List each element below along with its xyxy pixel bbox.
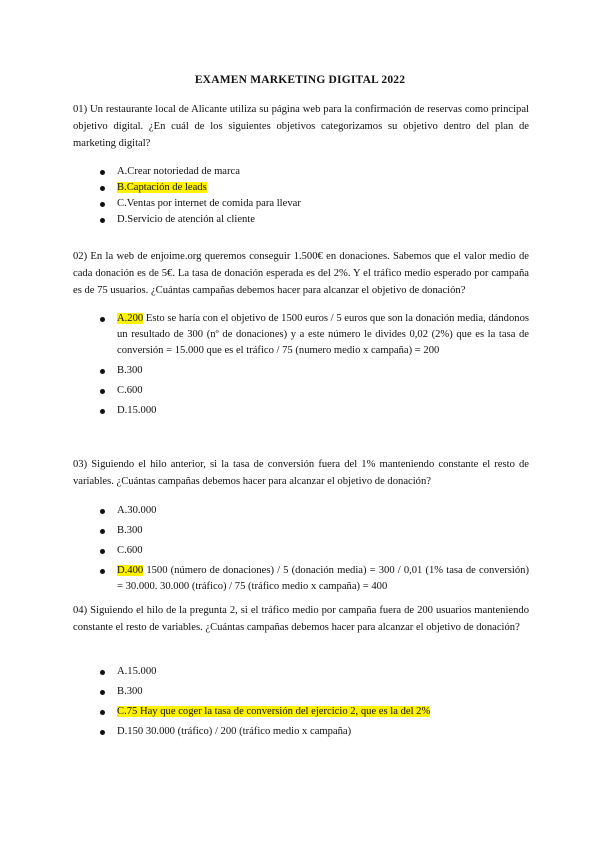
q2-option-c: C.600 [73,383,529,399]
q3-option-a: A.30.000 [73,503,529,519]
bullet-icon [100,317,105,322]
q1-option-a: A.Crear notoriedad de marca [73,164,529,180]
q2-option-d: D.15.000 [73,403,529,419]
q3-answer-label: D.400 [117,565,144,576]
question-4-text: 04) Siguiendo el hilo de la pregunta 2, si el tráfico medio por campaña fuera de 200 usuarios manteniendo constante el resto de variables. ¿Cuántas campañas debemos hacer para alcanzar el objetivo de donación? [73,605,529,633]
q2-option-a-answer [73,311,529,359]
question-1-text: 01) Un restaurante local de Alicante utiliza su página web para la confirmación de reservas como principal objetivo digital. ¿En cuál de los siguientes objetivos categorizamos su objetivo dentro del plan de marketing digital? [73,104,529,149]
bullet-icon [100,730,105,735]
q2-option-b: B.300 [73,363,529,379]
q3-option-b: B.300 [73,523,529,539]
question-3-options [73,503,529,595]
q2-answer-explanation: Esto se haría con el objetivo de 1500 euros / 5 euros que son la donación media, dándonos un resultado de 300 (nº de donaciones) y a este número le divides 0,02 (2%) que es la tasa de conversión = 15.000 que es el tráfico / 75 (numero medio x campaña) = 200 [117,313,529,356]
bullet-icon [100,710,105,715]
bullet-icon [100,170,105,175]
q2-answer-label: A.200 [117,313,144,324]
q1-option-c: C.Ventas por internet de comida para llevar [73,196,529,212]
bullet-icon [100,389,105,394]
q4-option-a: A.15.000 [73,664,529,680]
question-4-options [73,664,529,740]
question-1-options [73,164,529,228]
question-2-options [73,311,529,419]
bullet-icon [100,529,105,534]
q3-answer-explanation: 1500 (número de donaciones) / 5 (donación media) = 300 / 0,01 (1% tasa de conversión) = 30.000. 30.000 (tráfico) / 75 (tráfico medio x campaña) = 400 [117,565,529,592]
bullet-icon [100,218,105,223]
q4-option-d: D.150 30.000 (tráfico) / 200 (tráfico medio x campaña) [73,724,529,740]
q3-option-c: C.600 [73,543,529,559]
q1-option-b-highlighted: B.Captación de leads [73,180,529,196]
question-3-text: 03) Siguiendo el hilo anterior, si la tasa de conversión fuera del 1% manteniendo constante el resto de variables. ¿Cuántas campañas debemos hacer para alcanzar el objetivo de donación? [73,459,529,487]
bullet-icon [100,509,105,514]
q3-option-d-answer [73,563,529,595]
bullet-icon [100,369,105,374]
bullet-icon [100,549,105,554]
q1-option-d: D.Servicio de atención al cliente [73,212,529,228]
doc-title: EXAMEN MARKETING DIGITAL 2022 [194,74,406,86]
q4-option-b: B.300 [73,684,529,700]
question-2-text: 02) En la web de enjoime.org queremos conseguir 1.500€ en donaciones. Sabemos que el valor medio de cada donación es de 5€. La tasa de donación esperada es del 2%. Y el tráfico medio esperado por campaña es de 75 usuarios. ¿Cuántas campañas debemos hacer para alcanzar el objetivo de donación? [73,251,529,296]
bullet-icon [100,690,105,695]
bullet-icon [100,186,105,191]
bullet-icon [100,569,105,574]
bullet-icon [100,409,105,414]
q4-option-c-answer: C.75 Hay que coger la tasa de conversión del ejercicio 2, que es la del 2% [73,704,529,720]
bullet-icon [100,670,105,675]
bullet-icon [100,202,105,207]
